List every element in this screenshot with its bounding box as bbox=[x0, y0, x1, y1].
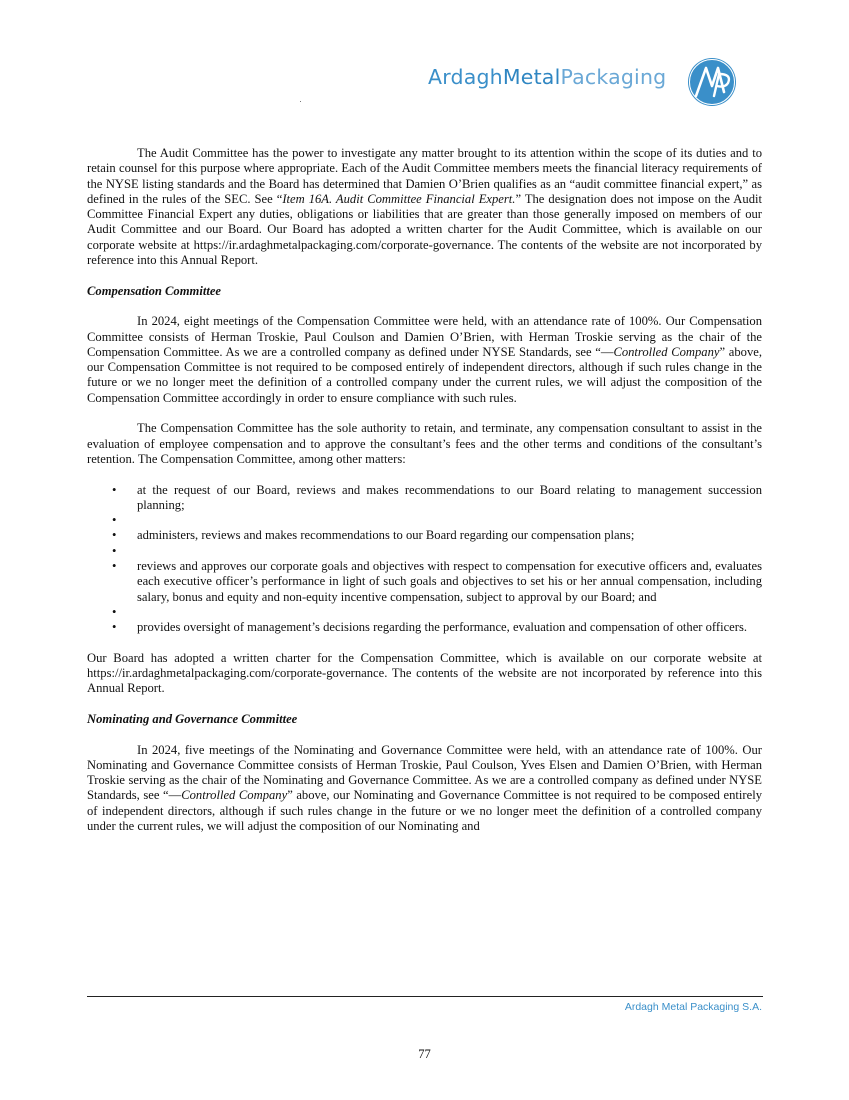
nominating-committee-heading: Nominating and Governance Committee bbox=[87, 711, 298, 726]
footer-divider bbox=[87, 996, 763, 997]
list-item: • at the request of our Board, reviews and makes recommendations to our Board relating to management succession planning; bbox=[87, 483, 762, 514]
list-item: • provides oversight of management’s decisions regarding the performance, evaluation and compensation of other officers. bbox=[87, 620, 762, 635]
audit-committee-paragraph: The Audit Committee has the power to investigate any matter brought to its attention within the scope of its duties and to retain counsel for this purpose where appropriate. Each of the Audit Committee members meets the financial literacy requirements of the NYSE listing standards and the Board has determined that Damien O’Brien qualifies as an “audit committee financial expert,” as defined in the rules of the SEC. See “Item 16A. Audit Committee Financial Expert.” The designation does not impose on the Audit Committee Financial Expert any duties, obligations or liabilities that are greater than those generally imposed on members of our Audit Committee and our Board. Our Board has adopted a written charter for the Audit Committee, which is available on our corporate website at https://ir.ardaghmetalpackaging.com/corporate-governance. The contents of the website are not incorporated by reference into this Annual Report. bbox=[87, 146, 762, 268]
compensation-meetings-paragraph: In 2024, eight meetings of the Compensation Committee were held, with an attendance rate of 100%. Our Compensation Committee consists of Herman Troskie, Paul Coulson and Damien O’Brien, with Herman Troskie serving as the chair of the Compensation Committee. As we are a controlled company as defined under NYSE Standards, see “—Controlled Company” above, our Compensation Committee is not required to be composed entirely of independent directors, although if such rules change in the future or we no longer meet the definition of a controlled company under the current rules, we will adjust the composition of the Compensation Committee accordingly in order to ensure compliance with such rules. bbox=[87, 314, 762, 405]
footer-company-name: Ardagh Metal Packaging S.A. bbox=[624, 1001, 762, 1013]
compensation-authority-paragraph: The Compensation Committee has the sole authority to retain, and terminate, any compensation consultant to assist in the evaluation of employee compensation and to approve the consultant’s fees and the other terms and conditions of the consultant’s retention. The Compensation Committee, among other matters: bbox=[87, 421, 762, 466]
compensation-committee-heading: Compensation Committee bbox=[87, 283, 221, 298]
stray-mark bbox=[300, 101, 301, 102]
list-item: • administers, reviews and makes recommendations to our Board regarding our compensation plans; bbox=[87, 528, 762, 543]
compensation-duties-list bbox=[87, 483, 762, 636]
document-body bbox=[87, 146, 762, 834]
amp-logo-icon bbox=[686, 56, 738, 108]
list-item: • reviews and approves our corporate goals and objectives with respect to compensation for executive officers and, evaluates each executive officer’s performance in light of such goals and objectives to set his or her annual compensation, including salary, bonus and equity and non-equity incentive compensation, subject to approval by our Board; and bbox=[87, 559, 762, 605]
compensation-charter-paragraph: Our Board has adopted a written charter for the Compensation Committee, which is available on our corporate website at https://ir.ardaghmetalpackaging.com/corporate-governance. The contents of the website are not incorporated by reference into this Annual Report. bbox=[87, 650, 762, 696]
page-number: 77 bbox=[418, 1047, 431, 1061]
logo-wordmark: ArdaghMetalPackaging bbox=[428, 65, 667, 89]
nominating-meetings-paragraph: In 2024, five meetings of the Nominating and Governance Committee were held, with an attendance rate of 100%. Our Nominating and Governance Committee consists of Herman Troskie, Paul Coulson, Yves Elsen and Damien O’Brien, with Herman Troskie serving as the chair of the Nominating and Governance Committee. As we are a controlled company as defined under NYSE Standards, see “—Controlled Company” above, our Nominating and Governance Committee is not required to be composed entirely of independent directors, although if such rules change in the future or we no longer meet the definition of a controlled company under the current rules, we will adjust the composition of our Nominating and bbox=[87, 742, 762, 834]
